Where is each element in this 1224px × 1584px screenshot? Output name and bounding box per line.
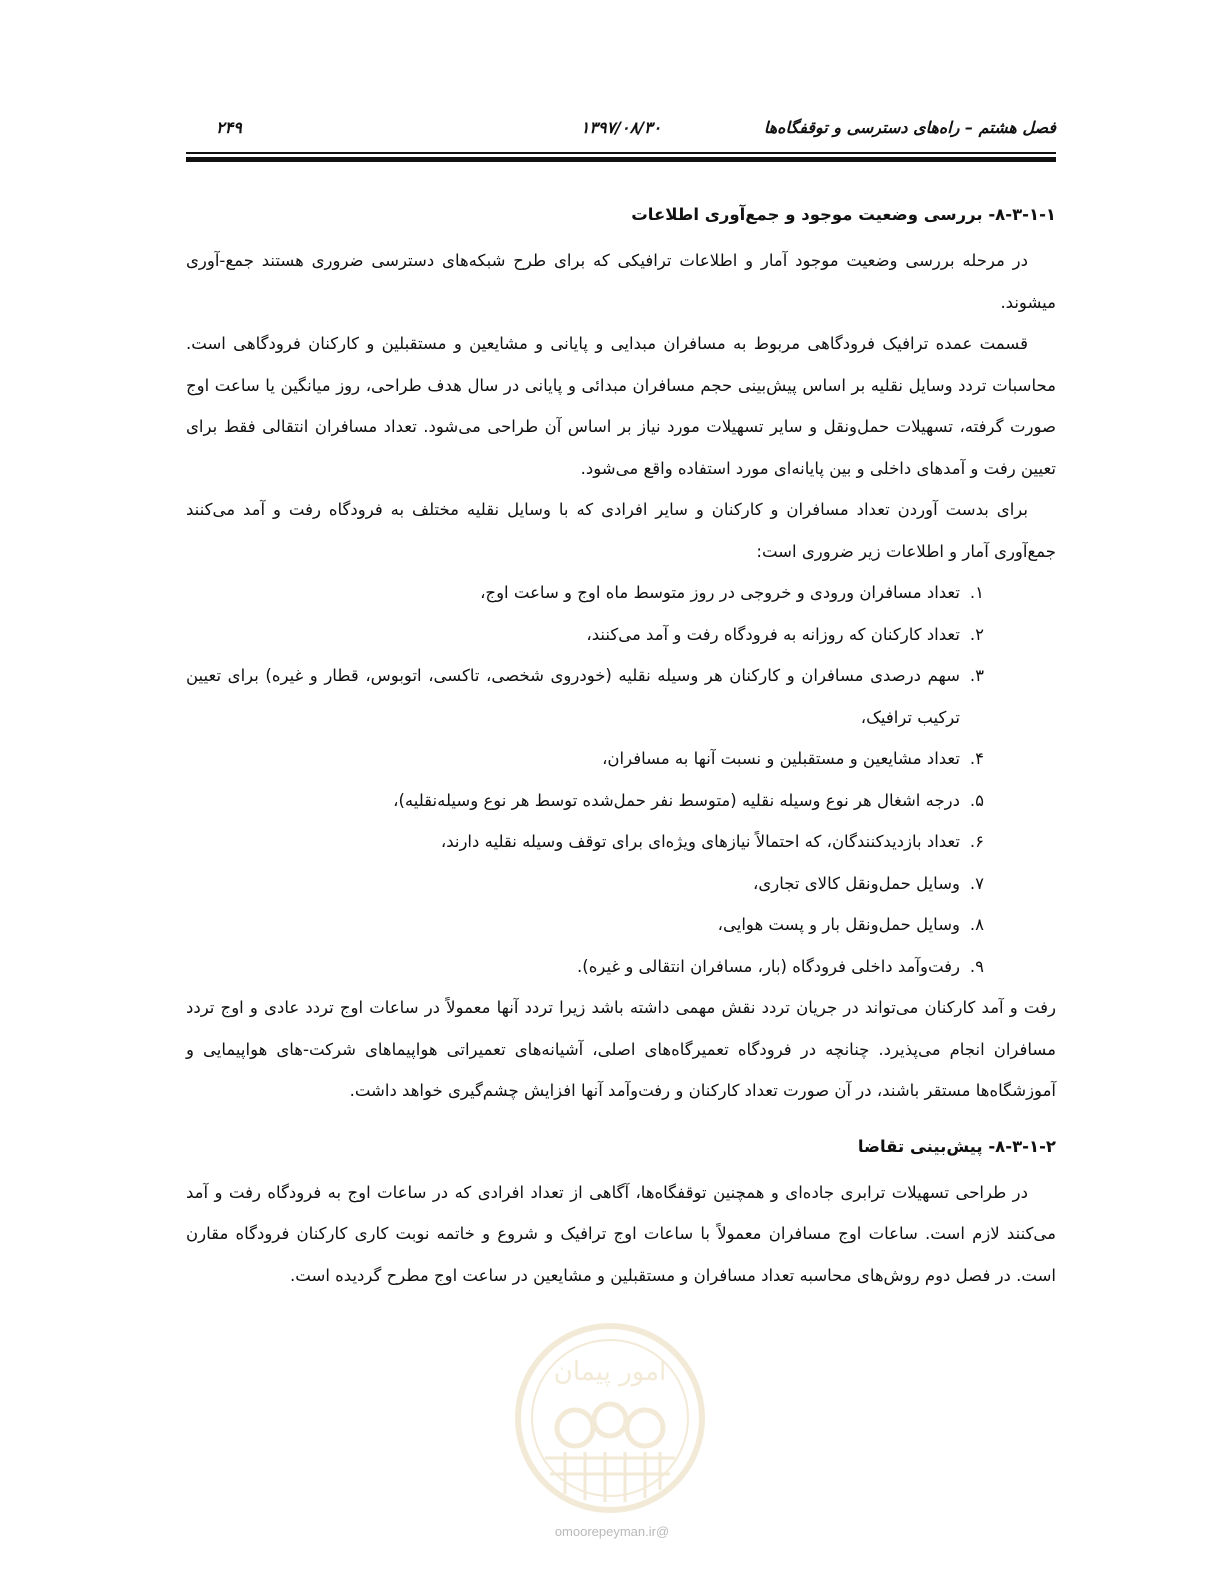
list-item <box>186 738 1056 780</box>
list-item <box>186 821 1056 863</box>
list-text: تعداد بازدیدکنندگان، که احتمالاً نیازهای ویژه‌ای برای توقف وسیله نقلیه دارند، <box>440 832 960 851</box>
list-text: سهم درصدی مسافران و کارکنان هر وسیله نقلیه (خودروی شخصی، تاکسی، اتوبوس، قطار و غیره) برای تعیین ترکیب ترافیک، <box>186 666 960 727</box>
list-text: وسایل حمل‌ونقل بار و پست هوایی، <box>717 915 960 934</box>
watermark-logo-text: امور پیمان <box>553 1357 667 1387</box>
header-rule-thin <box>186 152 1056 154</box>
chapter-title: فصل هشتم – راه‌های دسترسی و توقفگاه‌ها <box>763 118 1056 137</box>
list-number: ۴. <box>969 749 984 768</box>
paragraph: در طراحی تسهیلات ترابری جاده‌ای و همچنین توقفگاه‌ها، آگاهی از تعداد افرادی که در ساعات اوج به فرودگاه رفت و آمد می‌کنند لازم است. ساعات اوج مسافران معمولاً با ساعات اوج ترافیک و شروع و خاتمه نوبت کاری کارکنان فرودگاه مقارن است. در فصل دوم روش‌های محاسبه تعداد مسافران و مستقبلین و مشایعین در ساعت اوج مطرح گردیده است. <box>186 1182 1056 1285</box>
list-item <box>186 863 1056 905</box>
page-header <box>186 118 1056 148</box>
requirements-list <box>186 572 1056 987</box>
list-item <box>186 614 1056 656</box>
header-date: ۱۳۹۷/۰۸/۳۰ <box>580 118 662 137</box>
list-text: تعداد مسافران ورودی و خروجی در روز متوسط ماه اوج و ساعت اوج، <box>480 583 960 602</box>
paragraph: قسمت عمده ترافیک فرودگاهی مربوط به مسافران مبدایی و پایانی و مشایعین و مستقبلین و کارکنان فرودگاهی است. محاسبات تردد وسایل نقلیه بر اساس پیش‌بینی حجم مسافران مبدائی و پایانی در سال هدف طراحی، روز میانگین یا ساعت اوج صورت گرفته، تسهیلات حمل‌ونقل و سایر تسهیلات مورد نیاز بر اساس آن طراحی می‌شود. تعداد مسافران انتقالی فقط برای تعیین رفت و آمدهای داخلی و بین پایانه‌ای مورد استفاده واقع می‌شود. <box>186 334 1056 478</box>
list-number: ۸. <box>969 915 984 934</box>
paragraph: برای بدست آوردن تعداد مسافران و کارکنان و سایر افرادی که با وسایل نقلیه مختلف به فرودگاه رفت و آمد می‌کنند جمع‌آوری آمار و اطلاعات زیر ضروری است: <box>186 500 1056 561</box>
list-number: ۹. <box>969 956 984 976</box>
list-number: ۷. <box>969 873 984 893</box>
list-item <box>186 655 1056 738</box>
list-text: تعداد مشایعین و مستقبلین و نسبت آنها به مسافران، <box>602 749 960 768</box>
list-item <box>186 946 1056 988</box>
paragraph: در مرحله بررسی وضعیت موجود آمار و اطلاعات ترافیکی که برای طرح شبکه‌های دسترسی ضروری هستند جمع-آوری میشوند. <box>186 251 1056 312</box>
list-text: وسایل حمل‌ونقل کالای تجاری، <box>753 873 960 893</box>
watermark-logo <box>505 1318 715 1518</box>
section-heading: ۸-۳-۱-۱- بررسی وضعیت موجود و جمع‌آوری اطلاعات <box>631 205 1056 224</box>
list-item <box>186 904 1056 946</box>
list-number: ۵. <box>969 790 984 810</box>
list-number: ۶. <box>969 832 984 851</box>
list-item <box>186 780 1056 822</box>
list-item <box>186 572 1056 614</box>
list-text: تعداد کارکنان که روزانه به فرودگاه رفت و آمد می‌کنند، <box>586 624 960 644</box>
list-number: ۲. <box>969 624 984 644</box>
list-number: ۳. <box>969 666 984 685</box>
header-rule-thick <box>186 157 1056 162</box>
list-number: ۱. <box>969 583 984 602</box>
page-number: ۲۴۹ <box>216 118 242 137</box>
watermark-url: @omoorepeyman.ir <box>554 1524 670 1539</box>
list-text: رفت‌وآمد داخلی فرودگاه (بار، مسافران انتقالی و غیره). <box>577 956 960 976</box>
section-heading: ۸-۳-۱-۲- پیش‌بینی تقاضا <box>857 1136 1056 1156</box>
paragraph: رفت و آمد کارکنان می‌تواند در جریان تردد نقش مهمی داشته باشد زیرا تردد آنها معمولاً در ساعات اوج تردد عادی و اوج تردد مسافران انجام می‌پذیرد. چنانچه در فرودگاه تعمیرگاه‌های اصلی، آشیانه‌های تعمیراتی هواپیماهای شرکت-های هواپیمایی و آموزشگاه‌ها مستقر باشند، در آن صورت تعداد کارکنان و رفت‌وآمد آنها افزایش چشم‌گیری خواهد داشت. <box>186 998 1056 1100</box>
page-body <box>186 198 1056 1296</box>
list-text: درجه اشغال هر نوع وسیله نقلیه (متوسط نفر حمل‌شده توسط هر نوع وسیله‌نقلیه)، <box>393 790 960 810</box>
